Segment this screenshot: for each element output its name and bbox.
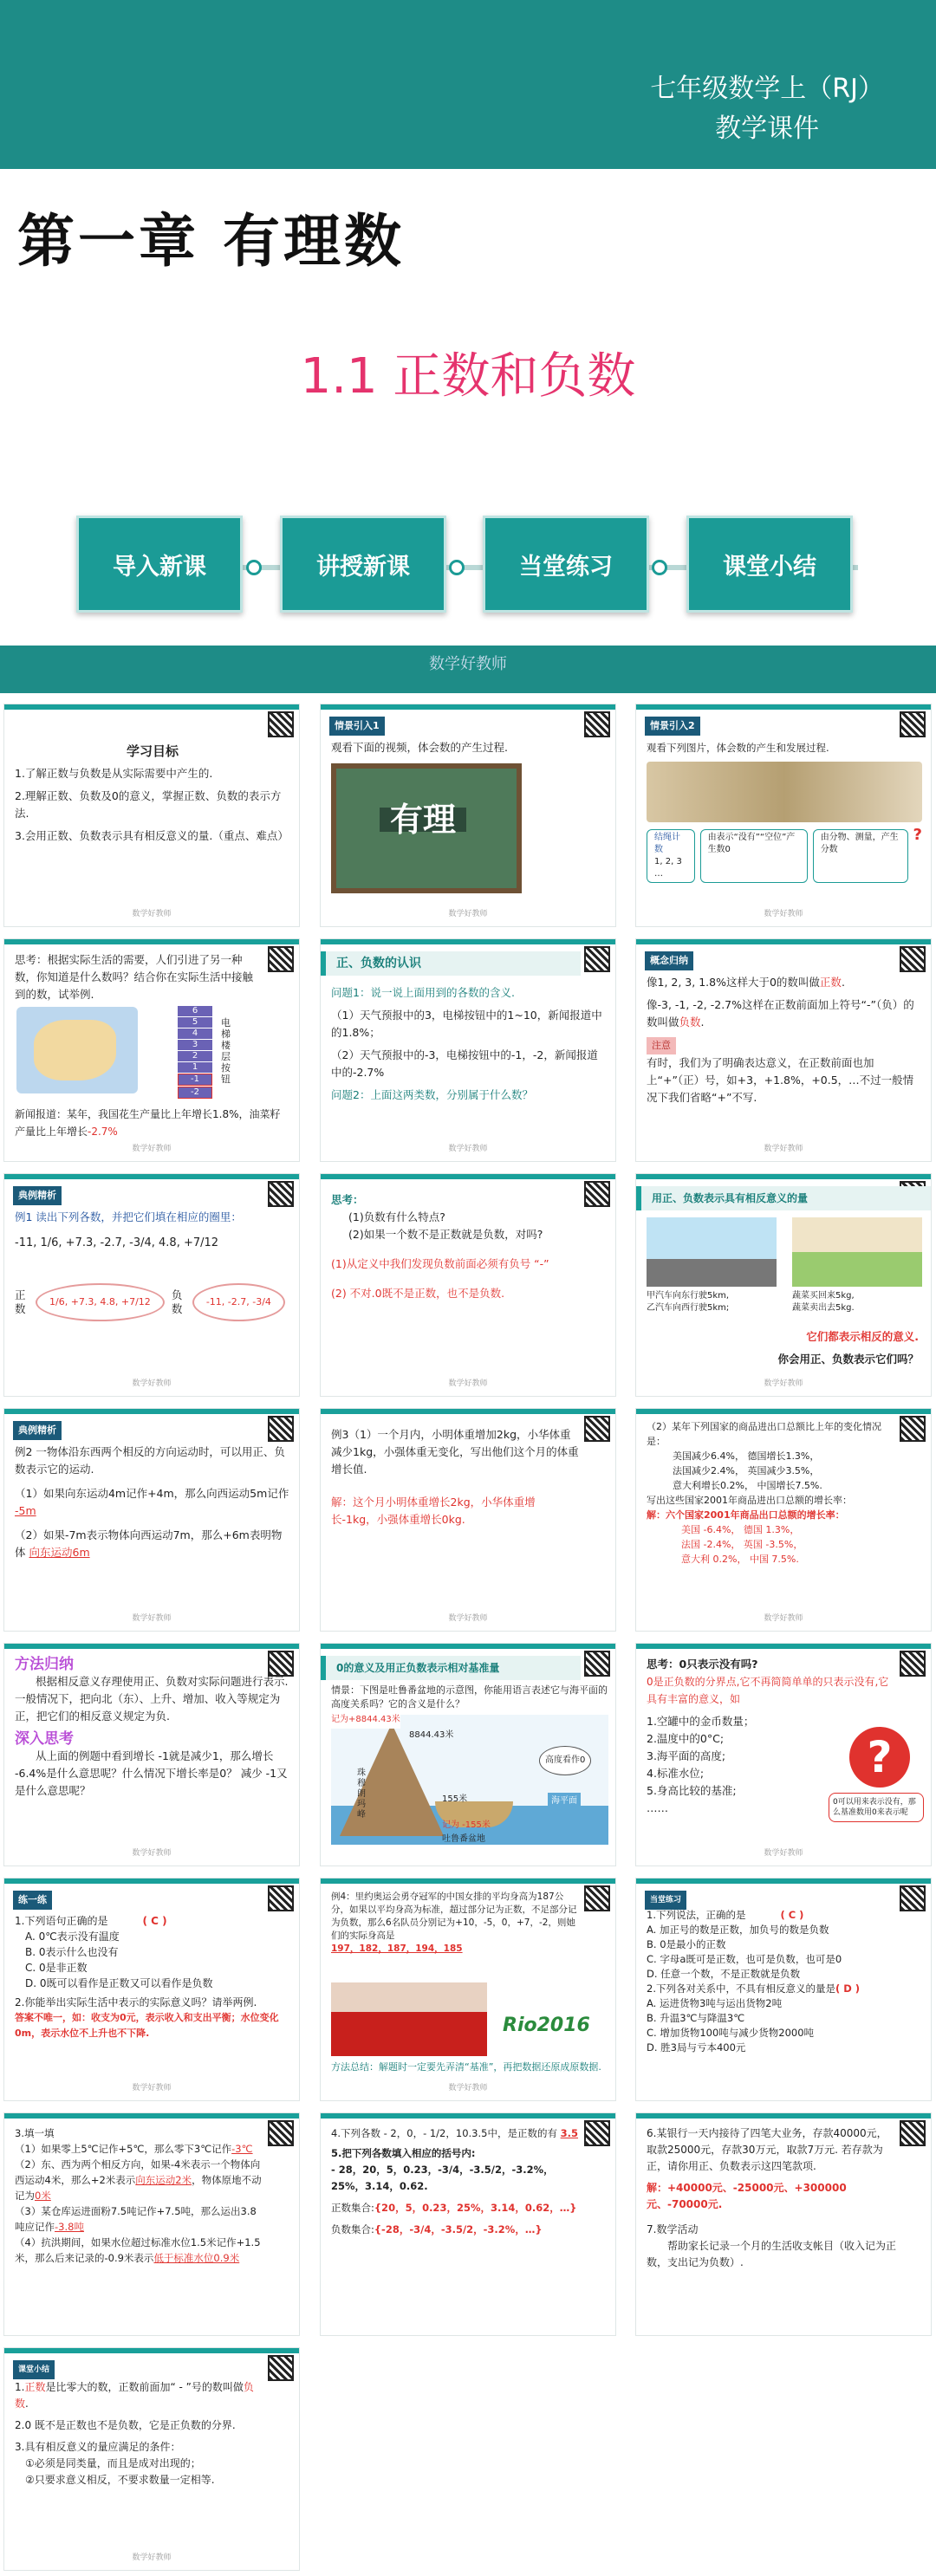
slide-tag: 典例精析 xyxy=(13,1421,62,1440)
slide-method-summary xyxy=(3,1643,300,1866)
deep-think-text: 从上面的例题中看到增长 -1就是减少1，那么增长 -6.4%是什么意思呢？什么情况下增长率是0？ 减少 -1又是什么意思呢？ xyxy=(15,1749,288,1797)
elevator-panel xyxy=(178,1005,212,1100)
summary-item: 3.具有相反意义的量应满足的条件： xyxy=(15,2441,181,2453)
slide-bar xyxy=(636,939,931,944)
question-mark-icon: ? xyxy=(849,1727,910,1788)
news-text: 新闻报道：某年，我国花生产量比上年增长1.8%，油菜籽产量比上年增长 xyxy=(15,1108,281,1138)
think-answer: (2) 不对.0既不是正数，也不是负数. xyxy=(331,1287,505,1300)
question-7: 7.数学活动 xyxy=(647,2223,699,2235)
step-text: 结绳计数 xyxy=(654,833,680,854)
slide-practice-2 xyxy=(635,1878,932,2101)
question-text: 1.下列语句正确的是 xyxy=(15,1915,108,1927)
slide-bar xyxy=(321,704,615,710)
growth-row: 意大利增长0.2%， 中国增长7.5%. xyxy=(673,1480,822,1491)
slide-text: 观看下面的视频，体会数的产生过程. xyxy=(331,741,508,754)
concept-keyword: 负数 xyxy=(679,1015,701,1028)
slide-bar xyxy=(4,1878,299,1884)
option: D. 任意一个数，不是正数就是负数 xyxy=(647,1968,801,1980)
fill-answer: 向东运动2米 xyxy=(135,2174,192,2186)
option: A. 运进货物3吨与运出货物2吨 xyxy=(647,1997,783,2009)
qr-code xyxy=(268,2355,294,2381)
option: C. 0是非正数 xyxy=(25,1962,88,1974)
step-nums: 1, 2, 3 … xyxy=(654,857,682,879)
set-label: 正数集合: xyxy=(331,2202,374,2214)
slide-bar xyxy=(4,2348,299,2353)
slide-footer: 数学好教师 xyxy=(132,1614,172,1623)
positive-label: 正数 xyxy=(15,1288,26,1315)
slide-class-summary xyxy=(3,2347,300,2571)
question-2: 问题2：上面这两类数，分别属于什么数？ xyxy=(331,1088,533,1101)
video-frame[interactable] xyxy=(331,763,522,893)
slide-banner: 正、负数的认识 xyxy=(321,951,581,976)
nav-lecture-button[interactable]: 讲授新课 xyxy=(280,516,446,613)
floor-button[interactable]: 1 xyxy=(178,1062,212,1073)
option: B. 0表示什么也没有 xyxy=(25,1946,119,1958)
concept-text: 像1, 2, 3, 1.8%这样大于0的数叫做 xyxy=(647,976,820,989)
summary-keyword: 正数 xyxy=(24,2381,46,2393)
slide-tag: 典例精析 xyxy=(13,1186,62,1205)
example-part-1 xyxy=(15,1485,290,1520)
question: 2.你能举出实际生活中表示的实际意义吗？请举两例. xyxy=(15,1996,257,2008)
slide-banner: 用正、负数表示具有相反意义的量 xyxy=(636,1186,931,1210)
slide-bar xyxy=(4,939,299,944)
slide-footer: 数学好教师 xyxy=(448,1145,488,1153)
fill-text: ，物体原地不动记为 xyxy=(15,2174,262,2202)
slide-bar xyxy=(321,1878,615,1884)
option: B. 0是最小的正数 xyxy=(647,1938,726,1950)
chapter-title: 第一章 有理数 xyxy=(17,207,405,275)
zero-item: 5.身高比较的基准; xyxy=(647,1784,737,1797)
step-box xyxy=(700,829,808,883)
method-text: 根据相反意义存理使用正、负数对实际问题进行表示.一般情况下，把向北（东）、上升、增加、收入等规定为正，把它们的相反意义规定为负. xyxy=(15,1675,289,1723)
nav-practice-button[interactable]: 当堂练习 xyxy=(483,516,649,613)
floor-button[interactable]: -1 xyxy=(178,1074,212,1086)
part-answer: 向东运动6m xyxy=(29,1546,90,1559)
road-image xyxy=(647,1217,777,1287)
concept-negative: 像-3, -1, -2, -2.7%这样在正数前面加上符号“-”（负）的数叫做负数. xyxy=(647,998,914,1028)
summary-item: ②只要求意义相反，不要求数量一定相等. xyxy=(25,2474,215,2486)
qr-code xyxy=(268,1885,294,1911)
example-text: 例4：里约奥运会勇夺冠军的中国女排的平均身高为187公分，如果以平均身高为标准，超过部分记为正数，不足部分记为负数，那么6名队员分别记为+10，-5，0，+7，-2，则她们的实际身高是 xyxy=(331,1891,577,1941)
slide-footer: 数学好教师 xyxy=(132,1145,172,1153)
qr-code xyxy=(584,1651,610,1677)
qr-code xyxy=(268,2120,294,2146)
elevator-label: 电梯楼层按钮 xyxy=(221,1017,231,1085)
courseware-label: 教学课件 xyxy=(715,114,820,144)
video-board-text: 有理 xyxy=(380,808,466,832)
slide-bar xyxy=(321,2113,615,2119)
question-answer: ( C ) xyxy=(142,1915,167,1927)
slide-scene-intro-1 xyxy=(320,704,616,927)
slide-text: 观看下列图片，体会数的产生和发展过程. xyxy=(647,742,829,754)
slide-think-zero xyxy=(635,1643,932,1866)
slide-tag: 练一练 xyxy=(13,1891,52,1910)
example-text: 例2 一物体沿东西两个相反的方向运动时，可以用正、负数表示它的运动. xyxy=(15,1445,285,1476)
slide-footer: 数学好教师 xyxy=(448,910,488,918)
floor-button[interactable]: 6 xyxy=(178,1006,212,1016)
goal-item: 1.了解正数与负数是从实际需要中产生的. xyxy=(15,767,213,780)
slide-learning-goals xyxy=(3,704,300,927)
slide-bar xyxy=(321,1644,615,1649)
answer-6: 解：+40000元、-25000元、+300000元、-70000元. xyxy=(647,2182,847,2210)
slide-footer: 数学好教师 xyxy=(764,1379,803,1388)
label-height: 8844.43米 xyxy=(409,1730,454,1740)
slide-bar xyxy=(636,1409,931,1414)
slide-opposite-meaning xyxy=(635,1173,932,1397)
note-text: 有时，我们为了明确表达意义，在正数前面也加上“+”（正）号，如+3，+1.8%，+0.5，…不过一般情况下我们省略“+”不写. xyxy=(647,1056,914,1104)
set-values: {20，5，0.23，25%，3.14，0.62，…} xyxy=(374,2202,577,2214)
fill-answer: 低于标准水位0.9米 xyxy=(153,2252,240,2264)
part-text: （2）如果-7m表示物体向西运动7m，那么+6m表明物体 xyxy=(15,1528,283,1559)
option: D. 胜3局与亏本400元 xyxy=(647,2041,746,2054)
fill-item xyxy=(15,2235,264,2266)
example-answer: 解：这个月小明体重增长2kg，小华体重增长-1kg，小强体重增长0kg. xyxy=(331,1496,536,1526)
think-title: 思考：0只表示没有吗? xyxy=(647,1658,758,1671)
slide-footer: 数学好教师 xyxy=(132,2084,172,2093)
question-answer: 3.5 xyxy=(560,2127,578,2139)
goal-item: 2.理解正数、负数及0的意义，掌握正数、负数的表示方法. xyxy=(15,789,282,820)
nav-intro-button[interactable]: 导入新课 xyxy=(76,516,243,613)
qr-code xyxy=(900,1416,926,1442)
answer-2: （2）天气预报中的-3，电梯按钮中的-1，-2，新闻报道中的-2.7% xyxy=(331,1048,598,1079)
label-basin: 吐鲁番盆地 xyxy=(442,1834,485,1844)
team-photo xyxy=(331,1982,487,2056)
slide-footer: 数学好教师 xyxy=(764,1849,803,1858)
answer-1: （1）天气预报中的3，电梯按钮中的1~10，新闻报道中的1.8%； xyxy=(331,1009,602,1039)
slide-example-3 xyxy=(320,1408,616,1632)
fill-title: 3.填一填 xyxy=(15,2127,55,2139)
question-1: 问题1：说一说上面用到的各数的含义. xyxy=(331,986,515,999)
car-west: 乙汽车向西行驶5km; xyxy=(647,1303,730,1313)
qr-code xyxy=(584,1885,610,1911)
option: B. 升温3℃与降温3℃ xyxy=(647,2012,745,2024)
cover-slide xyxy=(0,0,936,693)
slide-footer: 数学好教师 xyxy=(448,2084,488,2093)
slide-example-4 xyxy=(320,1878,616,2101)
question xyxy=(647,1908,922,1923)
step-box xyxy=(647,829,695,883)
qr-code xyxy=(584,2120,610,2146)
zero-item: 4.标准水位; xyxy=(647,1767,705,1780)
slide-footer: 数学好教师 xyxy=(132,2553,172,2562)
slide-bar xyxy=(636,1174,931,1179)
summary-item: 2.0 既不是正数也不是负数，它是正负数的分界. xyxy=(15,2419,236,2431)
slide-title: 学习目标 xyxy=(126,743,179,759)
option: C. 字母a既可是正数，也可是负数，也可是0 xyxy=(647,1953,842,1965)
label-plus: 记为+8844.43米 xyxy=(331,1711,400,1729)
fill-item xyxy=(15,2203,264,2235)
summary-item: 1.正数是比零大的数，正数前面加“ - ”号的数叫做负数. xyxy=(15,2381,254,2410)
option: A. 加正号的数是正数，加负号的数是负数 xyxy=(647,1924,829,1936)
question-answer: ( C ) xyxy=(780,1909,804,1921)
negative-ellipse: -11, -2.7, -3/4 xyxy=(192,1283,285,1321)
qr-code xyxy=(584,711,610,737)
option: A. 0℃表示没有温度 xyxy=(25,1930,120,1943)
part-answer: -5m xyxy=(15,1504,36,1517)
history-image xyxy=(647,762,922,822)
question xyxy=(15,1913,290,1929)
number-list: -11, 1/6, +7.3, -2.7, -3/4, 4.8, +7/12 xyxy=(15,1236,219,1249)
slide-footer: 数学好教师 xyxy=(132,1379,172,1388)
note-badge: 注意 xyxy=(647,1037,676,1054)
slide-scene-intro-2 xyxy=(635,704,932,927)
activity-text: 帮助家长记录一个月的生活收支帐目（收入记为正数，支出记为负数）. xyxy=(647,2240,897,2268)
summary-text: 是比零大的数，正数前面加“ - ”号的数叫做 xyxy=(45,2381,244,2393)
positive-set xyxy=(331,2200,581,2216)
think-answer: (1)从定义中我们发现负数前面必须有负号 “-” xyxy=(331,1257,549,1270)
zero-item: 3.海平面的高度; xyxy=(647,1749,726,1762)
slide-zero-meaning xyxy=(320,1643,616,1866)
growth-row: 法国减少2.4%， 英国减少3.5%， xyxy=(673,1465,820,1476)
veg-out: 蔬菜卖出去5kg. xyxy=(792,1303,855,1313)
positive-ellipse: 1/6, +7.3, 4.8, +7/12 xyxy=(36,1283,165,1321)
label-everest: 珠穆朗玛峰 xyxy=(357,1768,366,1820)
option: D. 0既可以看作是正数又可以看作是负数 xyxy=(25,1977,213,1989)
rio-logo: Rio2016 xyxy=(503,2015,590,2036)
question-6: 6.某银行一天内接待了四笔大业务，存款40000元，取款25000元，存款30万元，取款7万元. 若存款为正，请你用正、负数表示这四笔款项. xyxy=(647,2127,887,2172)
negative-label: 负数 xyxy=(171,1288,183,1315)
growth-text: （2）某年下列国家的商品进出口总额比上年的变化情况是： xyxy=(647,1421,881,1447)
cover-subtitle xyxy=(650,69,884,149)
set-label: 负数集合: xyxy=(331,2223,374,2235)
think-question: (2)如果一个数不是正数就是负数，对吗? xyxy=(348,1228,543,1241)
summary-item: ①必须是同类量，而且是成对出现的； xyxy=(25,2457,201,2469)
car-east: 甲汽车向东行驶5km, xyxy=(647,1291,730,1301)
nav-dot xyxy=(246,560,262,575)
slide-tag: 概念归纳 xyxy=(645,951,693,970)
label-minus: 记为 -155米 xyxy=(442,1820,491,1830)
qr-code xyxy=(584,946,610,972)
fill-text: （1）如果零上5℃记作+5℃，那么零下3℃记作 xyxy=(15,2143,232,2155)
slide-think-numbers xyxy=(3,938,300,1162)
slide-bar xyxy=(636,1644,931,1649)
vegetable-image xyxy=(792,1217,922,1287)
concept-text: 像-3, -1, -2, -2.7%这样在正数前面加上符号“-”（负）的数叫做 xyxy=(647,998,914,1028)
veg-in: 蔬菜买回来5kg, xyxy=(792,1291,855,1301)
example-text: 例3（1）一个月内，小明体重增加2kg，小华体重减少1kg，小强体重无变化，写出他们这个月的体重增长值. xyxy=(331,1428,579,1476)
example-part-2 xyxy=(15,1527,290,1561)
slide-pos-neg-recognition xyxy=(320,938,616,1162)
slide-tag: 当堂练习 xyxy=(645,1891,686,1910)
growth-question: 写出这些国家2001年商品进出口总额的增长率： xyxy=(647,1495,852,1506)
qr-code xyxy=(900,1651,926,1677)
question xyxy=(647,1982,922,1996)
part-text: （1）如果向东运动4m记作+4m，那么向西运动5m记作 xyxy=(15,1487,289,1500)
opposite-note: 它们都表示相反的意义. xyxy=(806,1330,919,1343)
qr-code xyxy=(268,946,294,972)
slide-footer: 数学好教师 xyxy=(764,1145,803,1153)
slide-footer: 数学好教师 xyxy=(132,1849,172,1858)
growth-answer-title: 解：六个国家2001年商品出口总额的增长率： xyxy=(647,1509,845,1521)
question-answer: ( D ) xyxy=(835,1982,861,1995)
slide-bar xyxy=(636,1878,931,1884)
cover-footer-text: 数学好教师 xyxy=(429,655,507,673)
option: C. 增加货物100吨与减少货物2000吨 xyxy=(647,2027,815,2039)
negative-set xyxy=(331,2222,581,2238)
slide-footer: 数学好教师 xyxy=(764,1614,803,1623)
terrain-diagram xyxy=(331,1715,608,1845)
grade-label: 七年级数学上（RJ） xyxy=(650,74,884,104)
step-box xyxy=(813,829,908,883)
fill-answer: 0米 xyxy=(35,2190,51,2202)
slide-banner: 0的意义及用正负数表示相对基准量 xyxy=(321,1656,581,1680)
goal-item: 3.会用正数、负数表示具有相反意义的量.（重点、难点） xyxy=(15,829,289,842)
speech-bubble: 0可以用来表示没有，那么基准数用0来表示呢 xyxy=(829,1793,924,1822)
example-text: 例1 读出下列各数，并把它们填在相应的圈里： xyxy=(15,1210,242,1223)
fill-answer: -3.8吨 xyxy=(55,2221,84,2233)
question-answer: 答案不唯一，如：收支为0元，表示收入和支出平衡；水位变化0m，表示水位不上升也不下降. xyxy=(15,2012,279,2039)
slide-bar xyxy=(4,1644,299,1649)
slide-concept-summary xyxy=(635,938,932,1162)
deep-think-heading: 深入思考 xyxy=(15,1730,74,1748)
question-4 xyxy=(331,2125,581,2142)
set-values: {-28，-3/4，-3.5/2，-3.2%，…} xyxy=(374,2223,543,2235)
qr-code xyxy=(584,1416,610,1442)
qr-code xyxy=(900,711,926,737)
qr-code xyxy=(268,1181,294,1207)
nav-summary-button[interactable]: 课堂小结 xyxy=(686,516,853,613)
number-list: - 28，20，5，0.23，-3/4，-3.5/2，-3.2%，25%，3.14，0.62. xyxy=(331,2164,554,2192)
slide-bar xyxy=(321,1409,615,1414)
qr-code xyxy=(900,2120,926,2146)
opposite-question: 你会用正、负数表示它们吗？ xyxy=(777,1353,919,1366)
slide-growth-rates xyxy=(635,1408,932,1632)
zero-item: …… xyxy=(647,1801,668,1814)
method-summary: 方法总结：解题时一定要先弄清“基准”，再把数据还原成原数据. xyxy=(331,2061,601,2073)
slide-tag: 情景引入1 xyxy=(329,717,385,736)
scene-question: 情景：下图是吐鲁番盆地的示意图，你能用语言表述它与海平面的高度关系吗？它的含义是什么？ xyxy=(331,1684,608,1710)
slide-classify-numbers xyxy=(320,2112,616,2336)
growth-row: 美国减少6.4%， 德国增长1.3%， xyxy=(673,1450,820,1462)
think-answer: 0是正负数的分界点,它不再简简单单的只表示没有,它具有丰富的意义，如 xyxy=(647,1676,889,1705)
slide-bar xyxy=(636,2113,931,2119)
zero-item: 2.温度中的0°C; xyxy=(647,1732,725,1745)
question-text: 1.下列说法，正确的是 xyxy=(647,1909,746,1921)
think-text: 思考：根据实际生活的需要，人们引进了另一种数，你知道是什么数吗？结合你在实际生活中接触到的数，试举例. xyxy=(15,953,254,1001)
label-depth: 155米 xyxy=(442,1794,468,1804)
question-text: 4.下列各数 - 2，0，- 1/2，10.3.5中，是正数的有 xyxy=(331,2127,557,2139)
section-title: 1.1 正数和负数 xyxy=(300,348,636,405)
slide-bar xyxy=(636,704,931,710)
label-sea: 海平面 xyxy=(548,1793,581,1810)
slide-tag: 情景引入2 xyxy=(645,717,700,736)
think-question: (1)负数有什么特点? xyxy=(348,1210,445,1223)
summary-text: 1. xyxy=(15,2381,25,2393)
slide-bar xyxy=(4,1174,299,1179)
floor-button[interactable]: 2 xyxy=(178,1051,212,1061)
slide-bar xyxy=(321,939,615,944)
map-land xyxy=(34,1020,116,1080)
slide-bar xyxy=(4,2113,299,2119)
slide-bar xyxy=(4,1409,299,1414)
growth-answer-row: 意大利 0.2%， 中国 7.5%. xyxy=(681,1554,799,1565)
growth-answer-row: 法国 -2.4%， 英国 -3.5%， xyxy=(681,1539,803,1550)
summary-keyword: 负数 xyxy=(15,2381,254,2410)
slide-footer: 数学好教师 xyxy=(448,1614,488,1623)
slide-footer: 数学好教师 xyxy=(448,1379,488,1388)
slide-footer: 数学好教师 xyxy=(132,910,172,918)
fill-text: （4）抗洪期间，如果水位超过标准水位1.5米记作+1.5米，那么后来记录的-0.9米表示 xyxy=(15,2236,261,2264)
slide-footer: 数学好教师 xyxy=(764,910,803,918)
floor-button[interactable]: 4 xyxy=(178,1028,212,1039)
question-mark: ? xyxy=(913,826,922,844)
slide-bar xyxy=(321,1174,615,1179)
zero-callout: 高度看作0 xyxy=(539,1746,591,1775)
floor-button[interactable]: -2 xyxy=(178,1087,212,1099)
zero-item: 1.空罐中的金币数量； xyxy=(647,1715,755,1728)
fill-item xyxy=(15,2141,264,2157)
slide-think-negative xyxy=(320,1173,616,1397)
qr-code xyxy=(268,711,294,737)
fill-text: （2）东、西为两个相反方向，如果-4米表示一个物体向西运动4米，那么+2米表示 xyxy=(15,2158,261,2186)
qr-code xyxy=(268,1416,294,1442)
slide-bar xyxy=(4,704,299,710)
slide-practice-1 xyxy=(3,1878,300,2101)
step-text: 由表示“没有”“空位”产生数0 xyxy=(707,833,796,854)
question-5: 5.把下列各数填入相应的括号内: xyxy=(331,2147,476,2159)
slide-example-2 xyxy=(3,1408,300,1632)
qr-code xyxy=(900,946,926,972)
nav-dot xyxy=(449,560,465,575)
question-text: 2.下列各对关系中，不具有相反意义的量是 xyxy=(647,1982,835,1995)
slide-example-1 xyxy=(3,1173,300,1397)
growth-answer-row: 美国 -6.4%， 德国 1.3%， xyxy=(681,1524,800,1535)
example-answer: 197，182，187，194，185 xyxy=(331,1943,463,1954)
slide-fill-in xyxy=(3,2112,300,2336)
method-heading: 方法归纳 xyxy=(15,1656,74,1673)
concept-positive: 像1, 2, 3, 1.8%这样大于0的数叫做正数. xyxy=(647,976,845,989)
china-map xyxy=(16,1007,138,1093)
nav-dot xyxy=(652,560,667,575)
fill-answer: -3℃ xyxy=(231,2143,253,2155)
floor-button[interactable]: 3 xyxy=(178,1040,212,1050)
fill-text: （3）某仓库运进面粉7.5吨记作+7.5吨，那么运出3.8吨应记作 xyxy=(15,2205,257,2233)
floor-button[interactable]: 5 xyxy=(178,1017,212,1028)
concept-keyword: 正数 xyxy=(819,976,842,989)
slide-bank-activity xyxy=(635,2112,932,2336)
news-value: -2.7% xyxy=(88,1126,118,1138)
slide-tag: 课堂小结 xyxy=(13,2360,55,2379)
step-text: 由分物、测量，产生分数 xyxy=(820,833,899,854)
think-label: 思考： xyxy=(331,1193,364,1206)
fill-item xyxy=(15,2157,264,2203)
